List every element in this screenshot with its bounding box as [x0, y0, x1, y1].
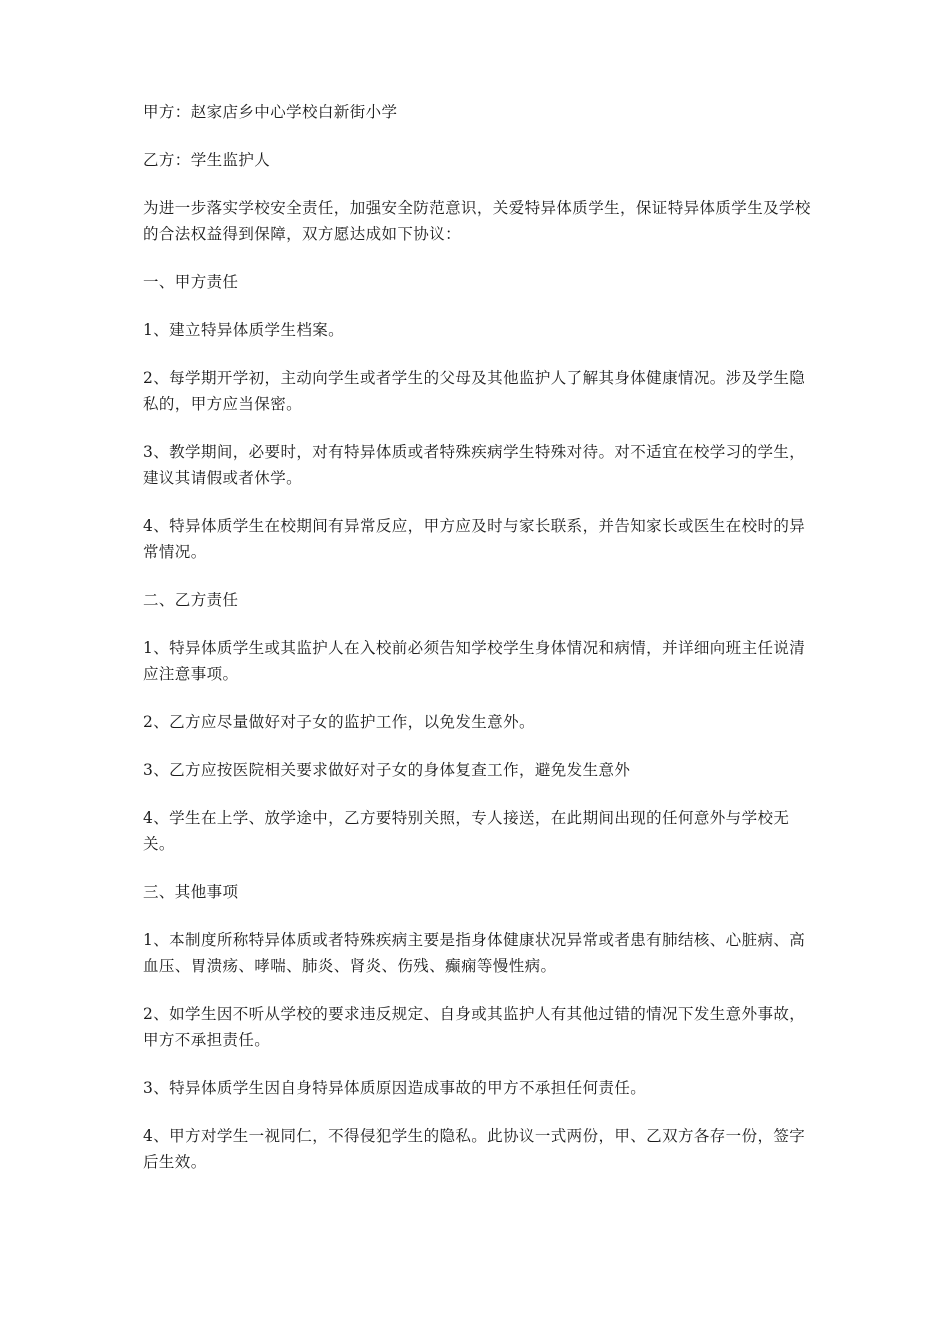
section-2-item-2: 2、乙方应尽量做好对子女的监护工作，以免发生意外。	[143, 713, 535, 731]
section-3-item-2: 2、如学生因不听从学校的要求违反规定、自身或其监护人有其他过错的情况下发生意外事故，甲方不承担责任。	[143, 1005, 806, 1049]
section-3-title: 三、其他事项	[143, 883, 239, 901]
section-1-item-4: 4、特异体质学生在校期间有异常反应，甲方应及时与家长联系，并告知家长或医生在校时的异常情况。	[143, 517, 806, 561]
intro-paragraph: 为进一步落实学校安全责任，加强安全防范意识，关爱特异体质学生，保证特异体质学生及学校的合法权益得到保障，双方愿达成如下协议：	[143, 199, 811, 243]
party-b-line: 乙方：学生监护人	[143, 151, 271, 169]
section-2-item-3: 3、乙方应按医院相关要求做好对子女的身体复查工作，避免发生意外	[143, 761, 631, 779]
party-a-line: 甲方：赵家店乡中心学校白新街小学	[143, 103, 398, 121]
section-3-item-1: 1、本制度所称特异体质或者特殊疾病主要是指身体健康状况异常或者患有肺结核、心脏病、高血压、胃溃疡、哮喘、肺炎、肾炎、伤残、癫痫等慢性病。	[143, 931, 806, 975]
section-1-item-3: 3、教学期间，必要时，对有特异体质或者特殊疾病学生特殊对待。对不适宜在校学习的学生，建议其请假或者休学。	[143, 443, 806, 487]
section-2-title: 二、乙方责任	[143, 591, 239, 609]
section-2-item-1: 1、特异体质学生或其监护人在入校前必须告知学校学生身体情况和病情，并详细向班主任说清应注意事项。	[143, 639, 806, 683]
section-3-item-3: 3、特异体质学生因自身特异体质原因造成事故的甲方不承担任何责任。	[143, 1079, 647, 1097]
section-3-item-4: 4、甲方对学生一视同仁，不得侵犯学生的隐私。此协议一式两份，甲、乙双方各存一份，签字后生效。	[143, 1127, 806, 1171]
section-1-title: 一、甲方责任	[143, 273, 239, 291]
section-1-item-2: 2、每学期开学初，主动向学生或者学生的父母及其他监护人了解其身体健康情况。涉及学生隐私的，甲方应当保密。	[143, 369, 806, 413]
section-2-item-4: 4、学生在上学、放学途中，乙方要特别关照，专人接送，在此期间出现的任何意外与学校无关。	[143, 809, 790, 853]
document-body	[143, 99, 813, 1197]
section-1-item-1: 1、建立特异体质学生档案。	[143, 321, 345, 339]
